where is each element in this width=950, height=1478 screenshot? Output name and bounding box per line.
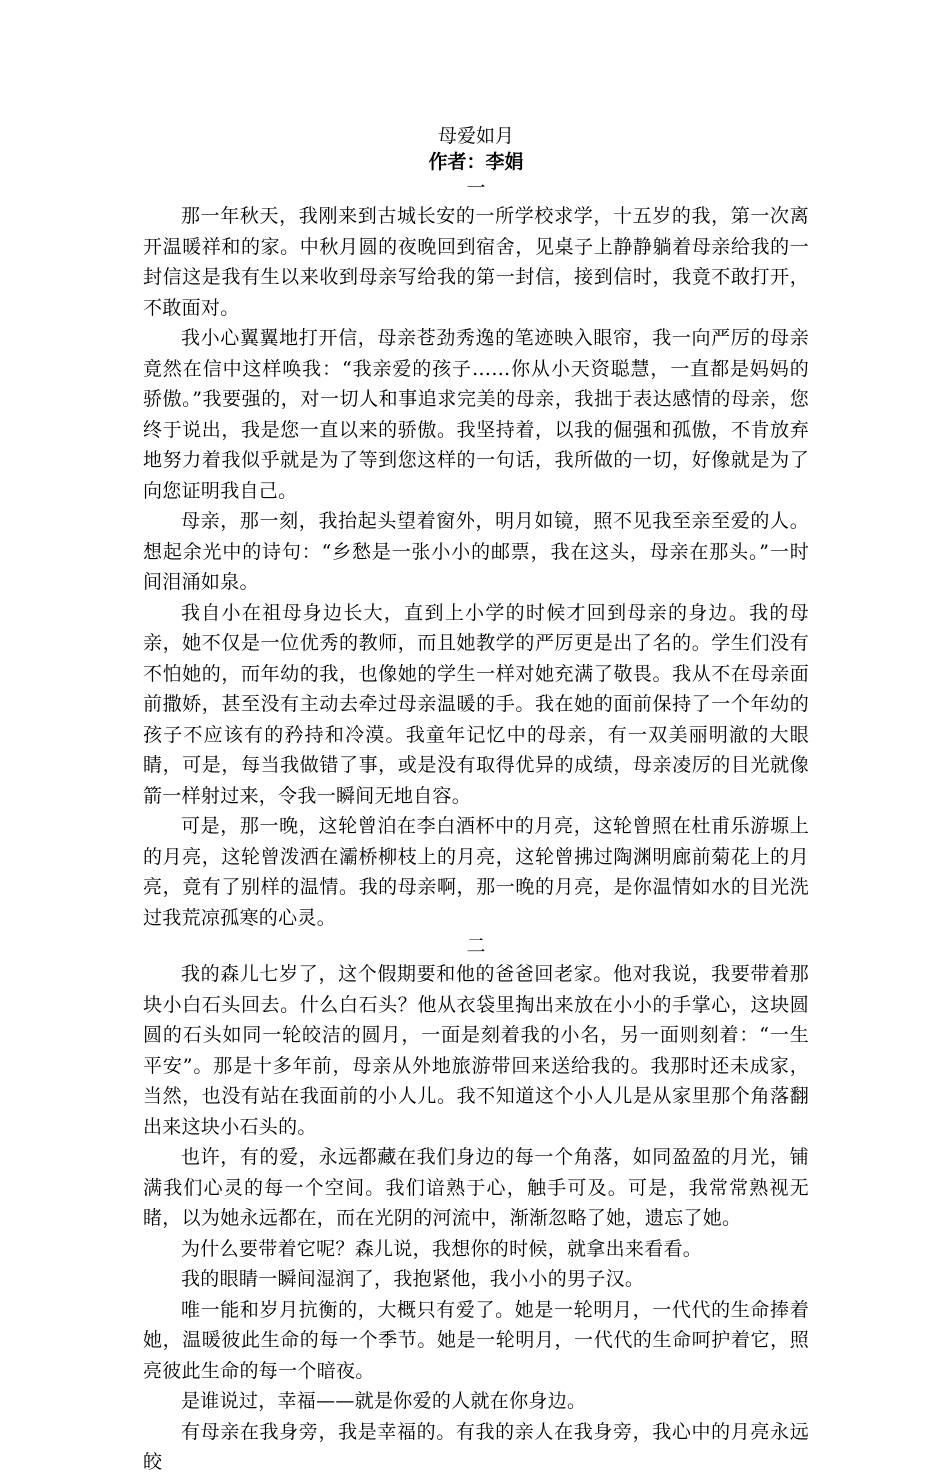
section-two-paragraph: 唯一能和岁月抗衡的，大概只有爱了。她是一轮明月，一代代的生命捧着她，温暖彼此生命的每一个季节。她是一轮明月，一代代的生命呵护着它，照亮彼此生命的每一个暗夜。	[143, 1298, 809, 1382]
section-one-paragraph: 我小心翼翼地打开信，母亲苍劲秀逸的笔迹映入眼帘，我一向严厉的母亲竟然在信中这样唤我：“我亲爱的孩子……你从小天资聪慧，一直都是妈妈的骄傲。”我要强的，对一切人和事追求完美的母亲，我拙于表达感情的母亲，您终于说出，我是您一直以来的骄傲。我坚持着，以我的倔强和孤傲，不肯放弃地努力着我似乎就是为了等到您这样的一句话，我所做的一切，好像就是为了向您证明我自己。	[143, 327, 809, 502]
section-one-paragraph: 可是，那一晚，这轮曾泊在李白酒杯中的月亮，这轮曾照在杜甫乐游塬上的月亮，这轮曾泼洒在灞桥柳枝上的月亮，这轮曾拂过陶渊明廊前菊花上的月亮，竟有了别样的温情。我的母亲啊，那一晚的月亮，是你温情如水的目光洗过我荒凉孤寒的心灵。	[143, 815, 809, 929]
section-two-paragraph: 也许，有的爱，永远都藏在我们身边的每一个角落，如同盈盈的月光，铺满我们心灵的每一个空间。我们谙熟于心，触手可及。可是，我常常熟视无睹，以为她永远都在，而在光阴的河流中，渐渐忽略了她，遗忘了她。	[143, 1146, 809, 1229]
section-two-heading: 二	[466, 935, 486, 957]
section-one-paragraph: 那一年秋天，我刚来到古城长安的一所学校求学，十五岁的我，第一次离开温暖祥和的家。中秋月圆的夜晚回到宿舍，见桌子上静静躺着母亲给我的一封信这是我有生以来收到母亲写给我的第一封信，接到信时，我竟不敢打开，不敢面对。	[143, 205, 809, 319]
section-two-paragraph: 是谁说过，幸福——就是你爱的人就在你身边。	[181, 1390, 587, 1412]
section-two-paragraph: 我的森儿七岁了，这个假期要和他的爸爸回老家。他对我说，我要带着那块小白石头回去。什么白石头？他从衣袋里掏出来放在小小的手掌心，这块圆圆的石头如同一轮皎洁的圆月，一面是刻着我的小名，另一面则刻着：“一生平安”。那是十多年前，母亲从外地旅游带回来送给我的。我那时还未成家，当然，也没有站在我面前的小人儿。我不知道这个小人儿是从家里那个角落翻出来这块小石头的。	[143, 963, 809, 1138]
document-author: 作者：李娟	[428, 151, 524, 173]
document-page	[143, 123, 809, 1478]
section-two-paragraph: 我的眼睛一瞬间湿润了，我抱紧他，我小小的男子汉。	[181, 1268, 645, 1290]
section-two-paragraph: 为什么要带着它呢？森儿说，我想你的时候，就拿出来看看。	[181, 1237, 703, 1260]
section-one-heading: 一	[466, 177, 486, 199]
section-one-paragraph: 母亲，那一刻，我抬起头望着窗外，明月如镜，照不见我至亲至爱的人。想起余光中的诗句：“乡愁是一张小小的邮票，我在这头，母亲在那头。”一时间泪涌如泉。	[143, 510, 809, 593]
document-title: 母爱如月	[437, 125, 514, 147]
section-two-paragraph: 有母亲在我身旁，我是幸福的。有我的亲人在我身旁，我心中的月亮永远皎	[143, 1420, 809, 1473]
section-one-paragraph: 我自小在祖母身边长大，直到上小学的时候才回到母亲的身边。我的母亲，她不仅是一位优秀的教师，而且她教学的严厉更是出了名的。学生们没有不怕她的，而年幼的我，也像她的学生一样对她充满了敬畏。我从不在母亲面前撒娇，甚至没有主动去牵过母亲温暖的手。我在她的面前保持了一个年幼的孩子不应该有的矜持和冷漠。我童年记忆中的母亲，有一双美丽明澈的大眼睛，可是，每当我做错了事，或是没有取得优异的成绩，母亲凌厉的目光就像箭一样射过来，令我一瞬间无地自容。	[143, 601, 809, 807]
